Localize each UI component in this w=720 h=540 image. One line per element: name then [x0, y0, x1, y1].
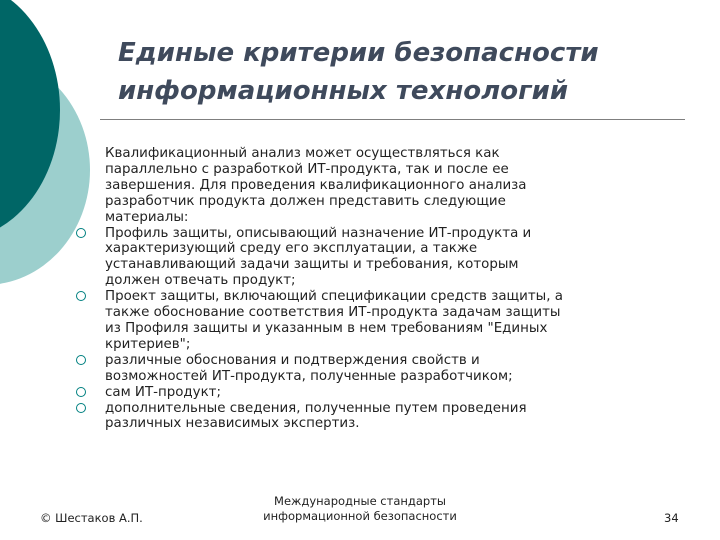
text-line: материалы:: [105, 209, 189, 225]
bullet-item: [76, 401, 676, 433]
title-line: Единые критерии безопасности: [118, 38, 599, 68]
bullet-item: [76, 289, 676, 353]
title-line: информационных технологий: [118, 76, 569, 106]
bullet-item: [76, 385, 676, 401]
intro-paragraph: [105, 146, 676, 226]
bullet-circle-icon: [76, 228, 86, 238]
footer-caption-line: Международные стандарты: [274, 494, 446, 508]
text-line: также обоснование соответствия ИТ-продукта задачам защиты: [105, 305, 561, 321]
text-line: возможностей ИТ-продукта, полученные разработчиком;: [105, 368, 513, 384]
text-line: Квалификационный анализ может осуществляться как: [105, 146, 500, 161]
bullet-item: [76, 226, 676, 290]
bullet-circle-icon: [76, 387, 86, 397]
footer-caption-line: информационной безопасности: [263, 509, 457, 523]
slide-title: [118, 34, 698, 110]
text-line: дополнительные сведения, полученные путем проведения: [105, 400, 527, 416]
slide-body: [76, 146, 676, 432]
text-line: характеризующий среду его эксплуатации, а также: [105, 241, 478, 257]
text-line: различные обоснования и подтверждения свойств и: [105, 352, 480, 368]
text-line: устанавливающий задачи защиты и требования, которым: [105, 257, 519, 273]
title-divider: [100, 119, 685, 120]
page-number: 34: [664, 511, 679, 525]
bullet-circle-icon: [76, 403, 86, 413]
text-line: сам ИТ-продукт;: [105, 384, 221, 400]
text-line: Проект защиты, включающий спецификации средств защиты, а: [105, 289, 563, 305]
footer-author: © Шестаков А.П.: [40, 511, 143, 525]
text-line: завершения. Для проведения квалификационного анализа: [105, 177, 527, 193]
bullet-list: [76, 226, 676, 433]
text-line: критериев";: [105, 336, 191, 352]
text-line: разработчик продукта должен представить следующие: [105, 193, 506, 209]
text-line: различных независимых экспертиз.: [105, 416, 360, 432]
text-line: Профиль защиты, описывающий назначение ИТ-продукта и: [105, 225, 532, 241]
bullet-item: [76, 353, 676, 385]
text-line: из Профиля защиты и указанным в нем требованиям "Единых: [105, 320, 548, 336]
footer-caption: [250, 494, 470, 524]
text-line: должен отвечать продукт;: [105, 273, 296, 289]
bullet-circle-icon: [76, 291, 86, 301]
text-line: параллельно с разработкой ИТ-продукта, так и после ее: [105, 161, 509, 177]
bullet-circle-icon: [76, 355, 86, 365]
